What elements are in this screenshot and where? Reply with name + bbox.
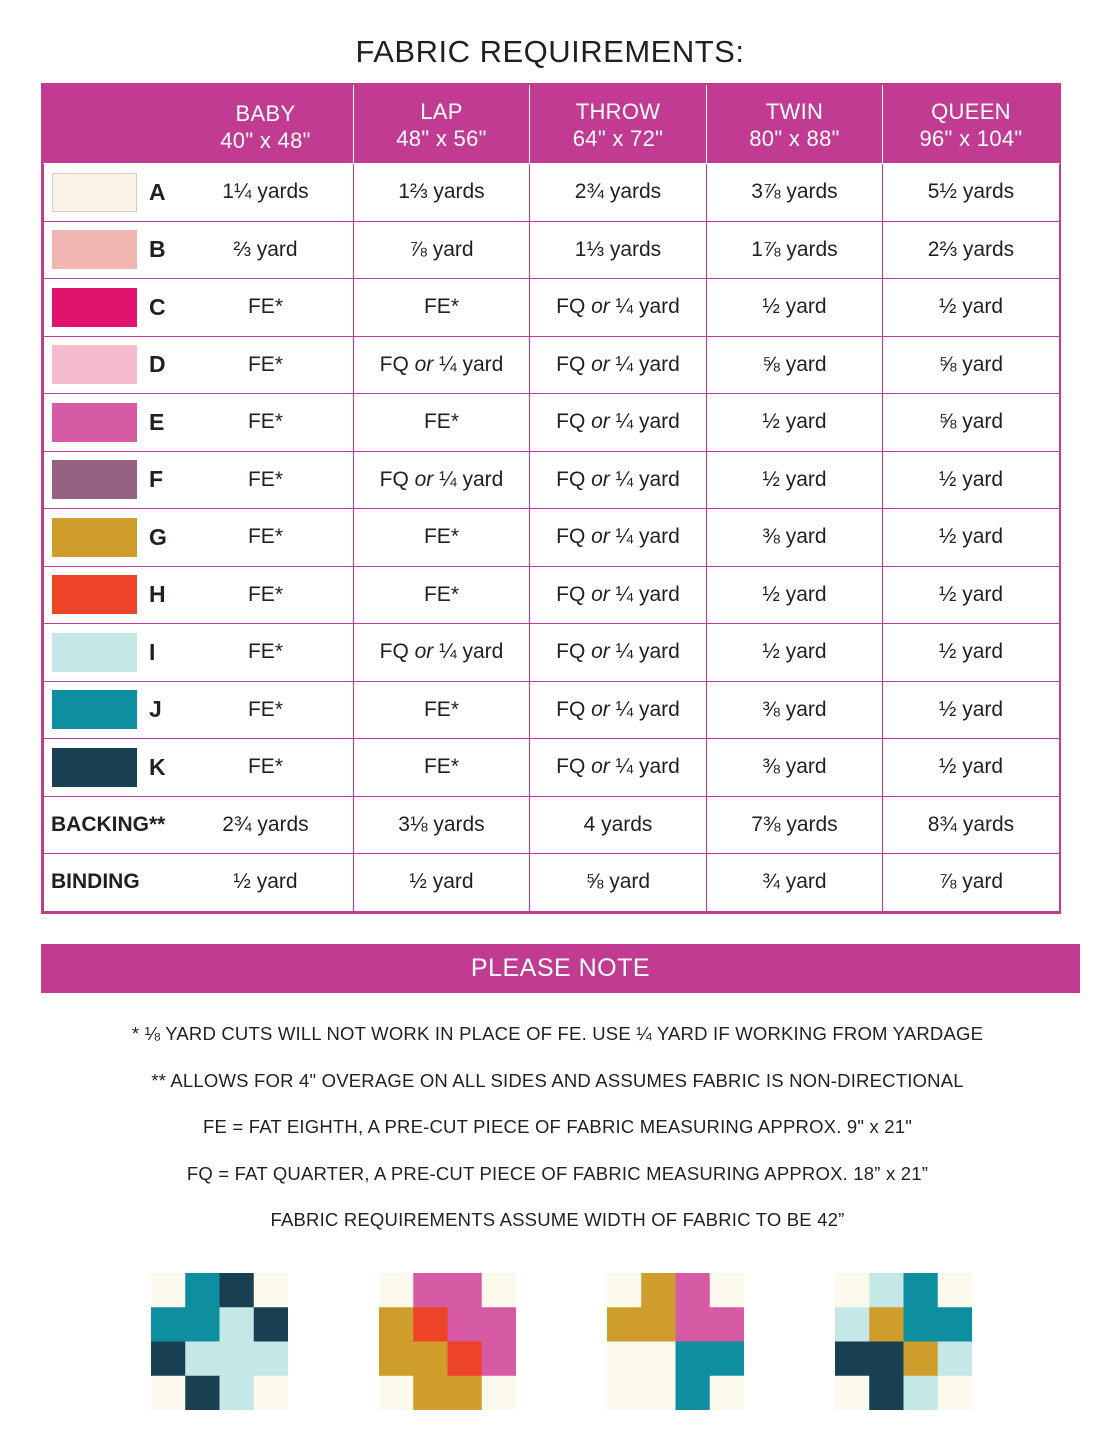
value-cell: ⅜ yard [707,509,883,567]
table-row [44,336,1060,394]
value-cell: ½ yard [707,566,883,624]
quilt-square [641,1376,676,1410]
quilt-square [151,1376,186,1410]
value-or: or [414,467,434,491]
fabric-swatch [52,575,137,614]
value-cell: FE* [354,566,530,624]
quilt-square [254,1307,288,1342]
quilt-square [904,1273,939,1308]
quilt-square [869,1307,904,1342]
value-cell: 1¼ yards [222,180,309,204]
value-part: ¼ yard [609,582,680,606]
quilt-block-4 [835,1273,972,1410]
quilt-square [641,1273,676,1308]
value-part: ¼ yard [609,352,680,376]
value-cell: ½ yard [707,624,883,682]
quilt-square [413,1342,448,1377]
fabric-label-cell [44,164,354,222]
fabric-label-cell [44,336,354,394]
value-part: FQ [379,467,415,491]
value-cell: ½ yard [883,451,1060,509]
header-size: 80" x 88" [749,125,840,151]
value-cell: ⅞ yard [354,221,530,279]
value-part: FQ [556,410,592,434]
table-row [44,451,1060,509]
value-cell: 2¾ yards [530,164,707,222]
value-cell [530,624,707,682]
value-cell: FE* [247,640,283,664]
extra-label-cell [44,854,354,912]
notes-list [0,1020,1115,1253]
value-cell: ½ yard [883,509,1060,567]
value-part: FQ [556,755,592,779]
value-part: FQ [556,295,592,319]
value-cell [530,509,707,567]
value-cell: ⅝ yard [883,394,1060,452]
quilt-square [220,1342,255,1377]
quilt-square [869,1376,904,1410]
quilt-square [869,1342,904,1377]
value-cell: ⅝ yard [707,336,883,394]
quilt-square [413,1376,448,1410]
value-cell: ¾ yard [707,854,883,912]
value-cell [530,739,707,797]
value-or: or [414,640,434,664]
value-or: or [591,697,610,721]
note-line: * ⅛ YARD CUTS WILL NOT WORK IN PLACE OF FE. USE ¼ YARD IF WORKING FROM YARDAGE [131,1023,984,1044]
quilt-square [220,1307,255,1342]
quilt-square [938,1342,972,1377]
table-row [44,164,1060,222]
fabric-letter: J [149,696,162,723]
quilt-square [413,1273,448,1308]
value-part: ¼ yard [433,467,504,491]
value-cell: ⅔ yard [233,237,298,261]
value-cell: ½ yard [707,451,883,509]
quilt-block-1 [151,1273,288,1410]
page-title: FABRIC REQUIREMENTS: [355,34,745,69]
value-cell: FE* [247,697,283,721]
value-part: FQ [556,467,592,491]
value-cell: 4 yards [530,796,707,854]
value-cell: 2⅔ yards [883,221,1060,279]
value-part: ¼ yard [609,467,680,491]
header-size: 96" x 104" [919,125,1023,151]
quilt-square [607,1376,642,1410]
fabric-label-cell [44,681,354,739]
quilt-square [710,1273,744,1308]
row-label: BINDING [51,870,140,894]
value-cell [530,394,707,452]
fabric-swatch [52,230,137,269]
quilt-square [185,1307,220,1342]
value-cell: ⅜ yard [707,739,883,797]
value-part: FQ [556,582,592,606]
quilt-square [448,1376,483,1410]
value-cell: FE* [354,739,530,797]
value-cell: FE* [354,681,530,739]
value-or: or [591,640,610,664]
quilt-block-3 [607,1273,744,1410]
quilt-square [676,1273,711,1308]
value-cell: ½ yard [883,279,1060,337]
table-row [44,509,1060,567]
value-cell: FE* [354,394,530,452]
quilt-square [641,1307,676,1342]
value-part: ¼ yard [609,755,680,779]
table-row [44,394,1060,452]
value-part: ¼ yard [433,640,504,664]
value-cell: FE* [247,295,283,319]
fabric-letter: K [149,753,166,780]
value-part: FQ [379,352,415,376]
value-cell [530,681,707,739]
fabric-requirements-table [41,83,1061,914]
value-part: ¼ yard [433,352,504,376]
quilt-square [151,1273,186,1308]
fabric-swatch [52,403,137,442]
value-cell: FE* [247,525,283,549]
quilt-square [379,1376,414,1410]
table-row [44,279,1060,337]
table-row [44,739,1060,797]
value-cell: ½ yard [883,739,1060,797]
value-cell: FE* [247,582,283,606]
quilt-square [676,1376,711,1410]
value-or: or [591,410,610,434]
fabric-label-cell [44,279,354,337]
header-size: 48" x 56" [396,125,487,151]
value-or: or [591,467,610,491]
fabric-letter: B [149,236,166,263]
value-part: ¼ yard [609,295,680,319]
quilt-square [185,1273,220,1308]
note-line: FABRIC REQUIREMENTS ASSUME WIDTH OF FABRIC TO BE 42” [270,1209,845,1230]
header-lap [354,86,530,164]
fabric-letter: C [149,293,166,320]
header-name: THROW [575,98,661,124]
quilt-square [869,1273,904,1308]
note-line: FE = FAT EIGHTH, A PRE-CUT PIECE OF FABRIC MEASURING APPROX. 9" x 21" [202,1116,913,1137]
value-part: FQ [379,640,415,664]
table-row [44,681,1060,739]
quilt-square [904,1342,939,1377]
quilt-square [413,1307,448,1342]
quilt-square [676,1342,711,1377]
quilt-square [482,1307,516,1342]
fabric-letter: H [149,581,166,608]
fabric-swatch [52,633,137,672]
quilt-square [379,1342,414,1377]
value-part: ¼ yard [609,410,680,434]
quilt-square [254,1342,288,1377]
value-cell: FE* [247,755,283,779]
fabric-letter: F [149,466,164,493]
row-label: BACKING** [51,812,166,836]
quilt-square [482,1376,516,1410]
value-part: FQ [556,352,592,376]
value-cell [530,336,707,394]
value-part: FQ [556,640,592,664]
fabric-swatch [52,345,137,384]
header-baby [178,96,353,154]
quilt-block-svg [835,1273,972,1410]
quilt-square [710,1376,744,1410]
fabric-letter: E [149,408,165,435]
value-cell: 2¾ yards [222,812,309,836]
value-cell: ⅜ yard [707,681,883,739]
value-or: or [591,582,610,606]
value-cell: ½ yard [354,854,530,912]
quilt-square [710,1342,744,1377]
value-part: FQ [556,525,592,549]
value-cell [530,566,707,624]
quilt-block-svg [151,1273,288,1410]
value-cell: ⅞ yard [883,854,1060,912]
header-throw [530,86,707,164]
header-size: 40" x 48" [220,127,311,153]
quilt-block-svg [607,1273,744,1410]
value-cell: 1⅔ yards [354,164,530,222]
value-cell [354,451,530,509]
quilt-square [151,1342,186,1377]
value-cell: FE* [247,352,283,376]
value-cell: ⅝ yard [530,854,707,912]
value-or: or [414,352,434,376]
header-twin [707,86,883,164]
quilt-square [185,1376,220,1410]
fabric-swatch [52,518,137,557]
fabric-letter: G [149,523,167,550]
header-name: QUEEN [931,98,1011,124]
quilt-square [607,1342,642,1377]
value-cell: 8¾ yards [883,796,1060,854]
fabric-letter: A [149,178,166,205]
value-part: ¼ yard [609,525,680,549]
value-cell: ½ yard [883,681,1060,739]
value-cell: 5½ yards [883,164,1060,222]
extra-label-cell [44,796,354,854]
please-note-banner: PLEASE NOTE [41,944,1080,993]
value-cell: 1⅓ yards [530,221,707,279]
quilt-square [254,1273,288,1308]
quilt-square [379,1307,414,1342]
quilt-square [254,1376,288,1410]
quilt-blocks [0,1273,1115,1410]
value-cell: FE* [354,509,530,567]
quilt-square [835,1376,870,1410]
table-row [44,221,1060,279]
fabric-label-cell [44,624,354,682]
value-part: FQ [556,697,592,721]
fabric-swatch [52,288,137,327]
value-cell: FE* [247,467,283,491]
fabric-label-cell [44,221,354,279]
fabric-label-cell [44,451,354,509]
fabric-label-cell [44,509,354,567]
quilt-square [938,1273,972,1308]
quilt-square [641,1342,676,1377]
fabric-letter: I [149,638,156,665]
quilt-square [938,1376,972,1410]
value-cell: 3⅛ yards [354,796,530,854]
value-part: ¼ yard [609,697,680,721]
table-row [44,854,1060,912]
value-cell: ½ yard [883,624,1060,682]
quilt-block-2 [379,1273,516,1410]
quilt-square [835,1342,870,1377]
quilt-square [151,1307,186,1342]
quilt-square [448,1342,483,1377]
quilt-block-svg [379,1273,516,1410]
fabric-swatch [52,460,137,499]
note-line: FQ = FAT QUARTER, A PRE-CUT PIECE OF FABRIC MEASURING APPROX. 18” x 21” [186,1162,929,1184]
header-corner [44,86,354,164]
table-header-row [44,86,1060,164]
value-cell: ½ yard [883,566,1060,624]
quilt-square [904,1376,939,1410]
value-or: or [591,295,610,319]
quilt-square [710,1307,744,1342]
quilt-square [220,1273,255,1308]
value-cell: ½ yard [707,279,883,337]
header-size: 64" x 72" [572,125,664,151]
quilt-square [482,1342,516,1377]
quilt-square [379,1273,414,1308]
quilt-square [220,1376,255,1410]
fabric-letter: D [149,351,166,378]
value-cell: FE* [354,279,530,337]
table-row [44,566,1060,624]
quilt-square [448,1307,483,1342]
header-name: TWIN [765,98,824,124]
fabric-swatch [52,748,137,787]
fabric-label-cell [44,739,354,797]
fabric-label-cell [44,394,354,452]
quilt-square [676,1307,711,1342]
quilt-square [835,1273,870,1308]
value-cell [354,336,530,394]
value-cell: 1⅞ yards [707,221,883,279]
quilt-square [607,1273,642,1308]
value-or: or [591,755,610,779]
value-cell: ½ yard [707,394,883,452]
quilt-square [904,1307,939,1342]
value-cell [354,624,530,682]
header-name: BABY [235,100,296,126]
value-cell: ⅝ yard [883,336,1060,394]
fabric-swatch [52,690,137,729]
quilt-square [448,1273,483,1308]
table-row [44,624,1060,682]
header-name: LAP [420,98,463,124]
value-part: ¼ yard [609,640,680,664]
table-row [44,796,1060,854]
quilt-square [482,1273,516,1308]
value-cell [530,451,707,509]
quilt-square [938,1307,972,1342]
quilt-square [835,1307,870,1342]
value-cell: ½ yard [233,870,298,894]
value-or: or [591,525,610,549]
value-cell: FE* [247,410,283,434]
fabric-label-cell [44,566,354,624]
value-cell: 7⅜ yards [707,796,883,854]
value-or: or [591,352,610,376]
note-line: ** ALLOWS FOR 4" OVERAGE ON ALL SIDES AND ASSUMES FABRIC IS NON-DIRECTIONAL [151,1069,964,1091]
header-queen [883,86,1060,164]
quilt-square [607,1307,642,1342]
fabric-swatch [52,173,137,212]
value-cell [530,279,707,337]
value-cell: 3⅞ yards [707,164,883,222]
quilt-square [185,1342,220,1377]
